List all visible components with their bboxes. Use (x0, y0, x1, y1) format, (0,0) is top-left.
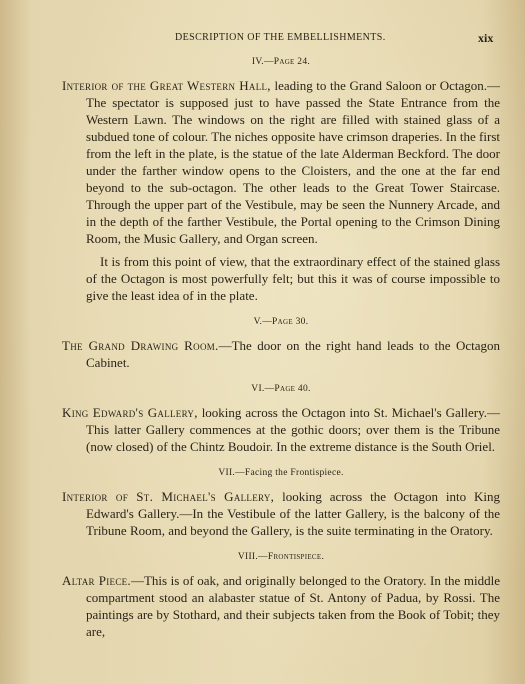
page-header (0, 32, 525, 46)
entry-title: The Grand Drawing Room. (62, 338, 219, 353)
page-body (62, 56, 500, 652)
entry-body: —This is of oak, and originally belonged to the Oratory. In the middle compartment stood an alabaster statue of St. Antony of Padua, by Rossi. The paintings are by Stothard, and their subjects taken from the Book of Tobit; they are, (86, 573, 500, 639)
running-title: DESCRIPTION OF THE EMBELLISHMENTS. (175, 32, 386, 43)
section-label: Page 40. (274, 384, 311, 394)
section-number: VII.— (218, 468, 245, 478)
entry-continuation: It is from this point of view, that the extraordinary effect of the stained glass of the Octagon is most powerfully felt; but this it was of course impossible to give the least idea of in the plate. (86, 254, 500, 303)
section-label: Frontispiece. (267, 552, 325, 562)
section-entry (62, 488, 500, 539)
section-label: Page 30. (272, 317, 309, 327)
section-number: VI.— (251, 384, 275, 394)
section-heading (62, 551, 500, 563)
section-number: V.— (253, 317, 273, 327)
section-entry (62, 404, 500, 455)
section-heading (62, 467, 500, 479)
section-label: Page 24. (273, 57, 311, 67)
section-number: VIII.— (237, 552, 268, 562)
entry-title: Interior of the Great Western Hall, (62, 78, 271, 93)
page-number: xix (478, 31, 494, 45)
section-label: Facing the Frontispiece. (244, 468, 344, 478)
section-entry (62, 77, 500, 247)
section-entry (62, 337, 500, 371)
section-number: IV.— (251, 57, 274, 67)
section-heading (62, 316, 500, 328)
entry-body: looking across the Octagon into St. Michael's Gallery.—This latter Gallery commences at the gothic doors; over them is the Tribune (now closed) of the Chintz Boudoir. In the extreme distance is the South Oriel. (86, 405, 500, 454)
entry-title: King Edward's Gallery, (62, 405, 198, 420)
entry-body: leading to the Grand Saloon or Octagon.—The spectator is supposed just to have passed the State Entrance from the Western Lawn. The windows on the right are filled with stained glass of a subdued tone of colour. The niches opposite have crimson draperies. In the first from the left in the plate, is the statue of the late Alderman Beckford. The door under the farther window opens to the Cloisters, and the one at the far end beyond to the sub-octagon. The other leads to the Great Tower Staircase. Through the upper part of the Vestibule, may be seen the Nunnery Arcade, and in the depth of the farther Vestibule, the Portal opening to the Crimson Dining Room, the Music Gallery, and Organ screen. (86, 78, 500, 246)
entry-title: Interior of St. Michael's Gallery, (62, 489, 275, 504)
entry-title: Altar Piece. (62, 573, 131, 588)
section-heading (62, 56, 500, 68)
section-heading (62, 383, 500, 395)
entry-body: —The door on the right hand leads to the Octagon Cabinet. (86, 338, 500, 370)
section-entry (62, 572, 500, 640)
entry-body: looking across the Octagon into King Edward's Gallery.—In the Vestibule of the latter Gallery, is the balcony of the Tribune Room, and beyond the Gallery, is the suite terminating in the Oratory. (86, 489, 501, 538)
